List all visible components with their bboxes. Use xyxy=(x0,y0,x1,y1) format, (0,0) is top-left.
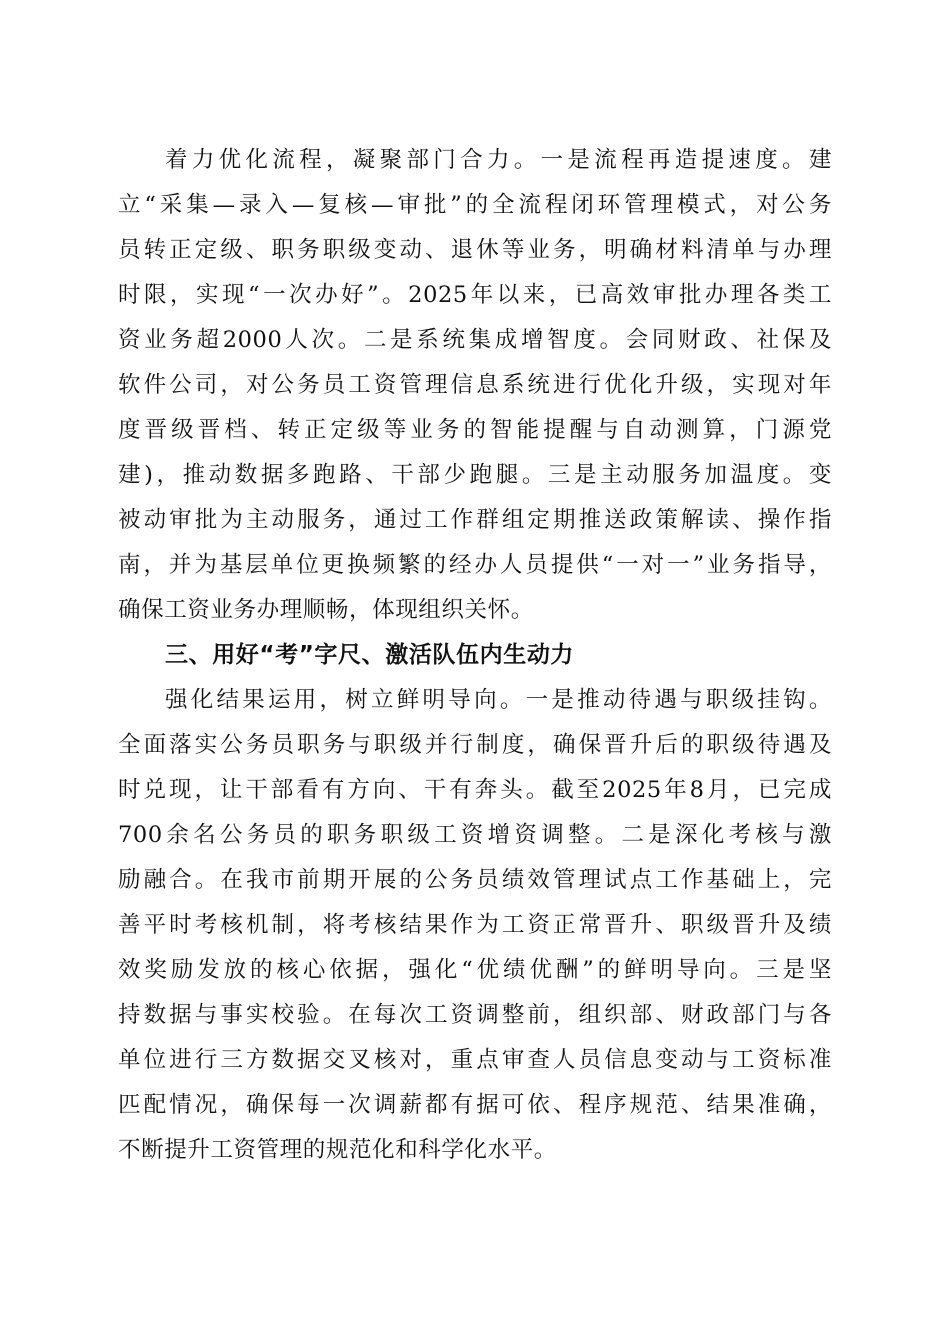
text-line: 建)，推动数据多跑路、干部少跑腿。三是主动服务加温度。变 xyxy=(118,462,832,488)
text-line: 被动审批为主动服务，通过工作群组定期推送政策解读、操作指 xyxy=(118,507,832,533)
text-line: 资业务超2000人次。二是系统集成增智度。会同财政、社保及 xyxy=(118,327,832,353)
text-line: 时兑现，让干部看有方向、干有奔头。截至2025年8月，已完成 xyxy=(118,777,832,803)
section-heading-block xyxy=(118,633,832,678)
text-line: 南，并为基层单位更换频繁的经办人员提供“一对一”业务指导， xyxy=(118,552,832,578)
text-line: 时限，实现“一次办好”。2025年以来，已高效审批办理各类工 xyxy=(118,282,832,308)
paragraph-workflow xyxy=(118,138,832,633)
text-line: 软件公司，对公务员工资管理信息系统进行优化升级，实现对年 xyxy=(118,372,832,398)
section-heading: 三、用好“考”字尺、激活队伍内生动力 xyxy=(165,642,575,668)
text-line: 700余名公务员的职务职级工资增资调整。二是深化考核与激 xyxy=(118,822,832,848)
text-line: 励融合。在我市前期开展的公务员绩效管理试点工作基础上，完 xyxy=(118,867,832,893)
text-line: 善平时考核机制，将考核结果作为工资正常晋升、职级晋升及绩 xyxy=(118,912,832,938)
text-line: 单位进行三方数据交叉核对，重点审查人员信息变动与工资标准 xyxy=(118,1047,832,1073)
text-line: 全面落实公务员职务与职级并行制度，确保晋升后的职级待遇及 xyxy=(118,732,832,758)
text-line: 持数据与事实校验。在每次工资调整前，组织部、财政部门与各 xyxy=(118,1002,832,1028)
text-line: 着力优化流程，凝聚部门合力。一是流程再造提速度。建 xyxy=(165,147,832,173)
paragraph-assessment xyxy=(118,678,832,1173)
text-line: 强化结果运用，树立鲜明导向。一是推动待遇与职级挂钩。 xyxy=(165,687,832,713)
text-line: 员转正定级、职务职级变动、退休等业务，明确材料清单与办理 xyxy=(118,237,832,263)
text-line: 匹配情况，确保每一次调薪都有据可依、程序规范、结果准确， xyxy=(118,1092,832,1118)
text-line: 效奖励发放的核心依据，强化“优绩优酬”的鲜明导向。三是坚 xyxy=(118,957,832,983)
text-line: 立“采集—录入—复核—审批”的全流程闭环管理模式，对公务 xyxy=(118,192,832,218)
text-line: 度晋级晋档、转正定级等业务的智能提醒与自动测算，门源党 xyxy=(118,417,832,443)
text-line: 确保工资业务办理顺畅，体现组织关怀。 xyxy=(118,597,534,623)
text-line: 不断提升工资管理的规范化和科学化水平。 xyxy=(118,1137,557,1163)
